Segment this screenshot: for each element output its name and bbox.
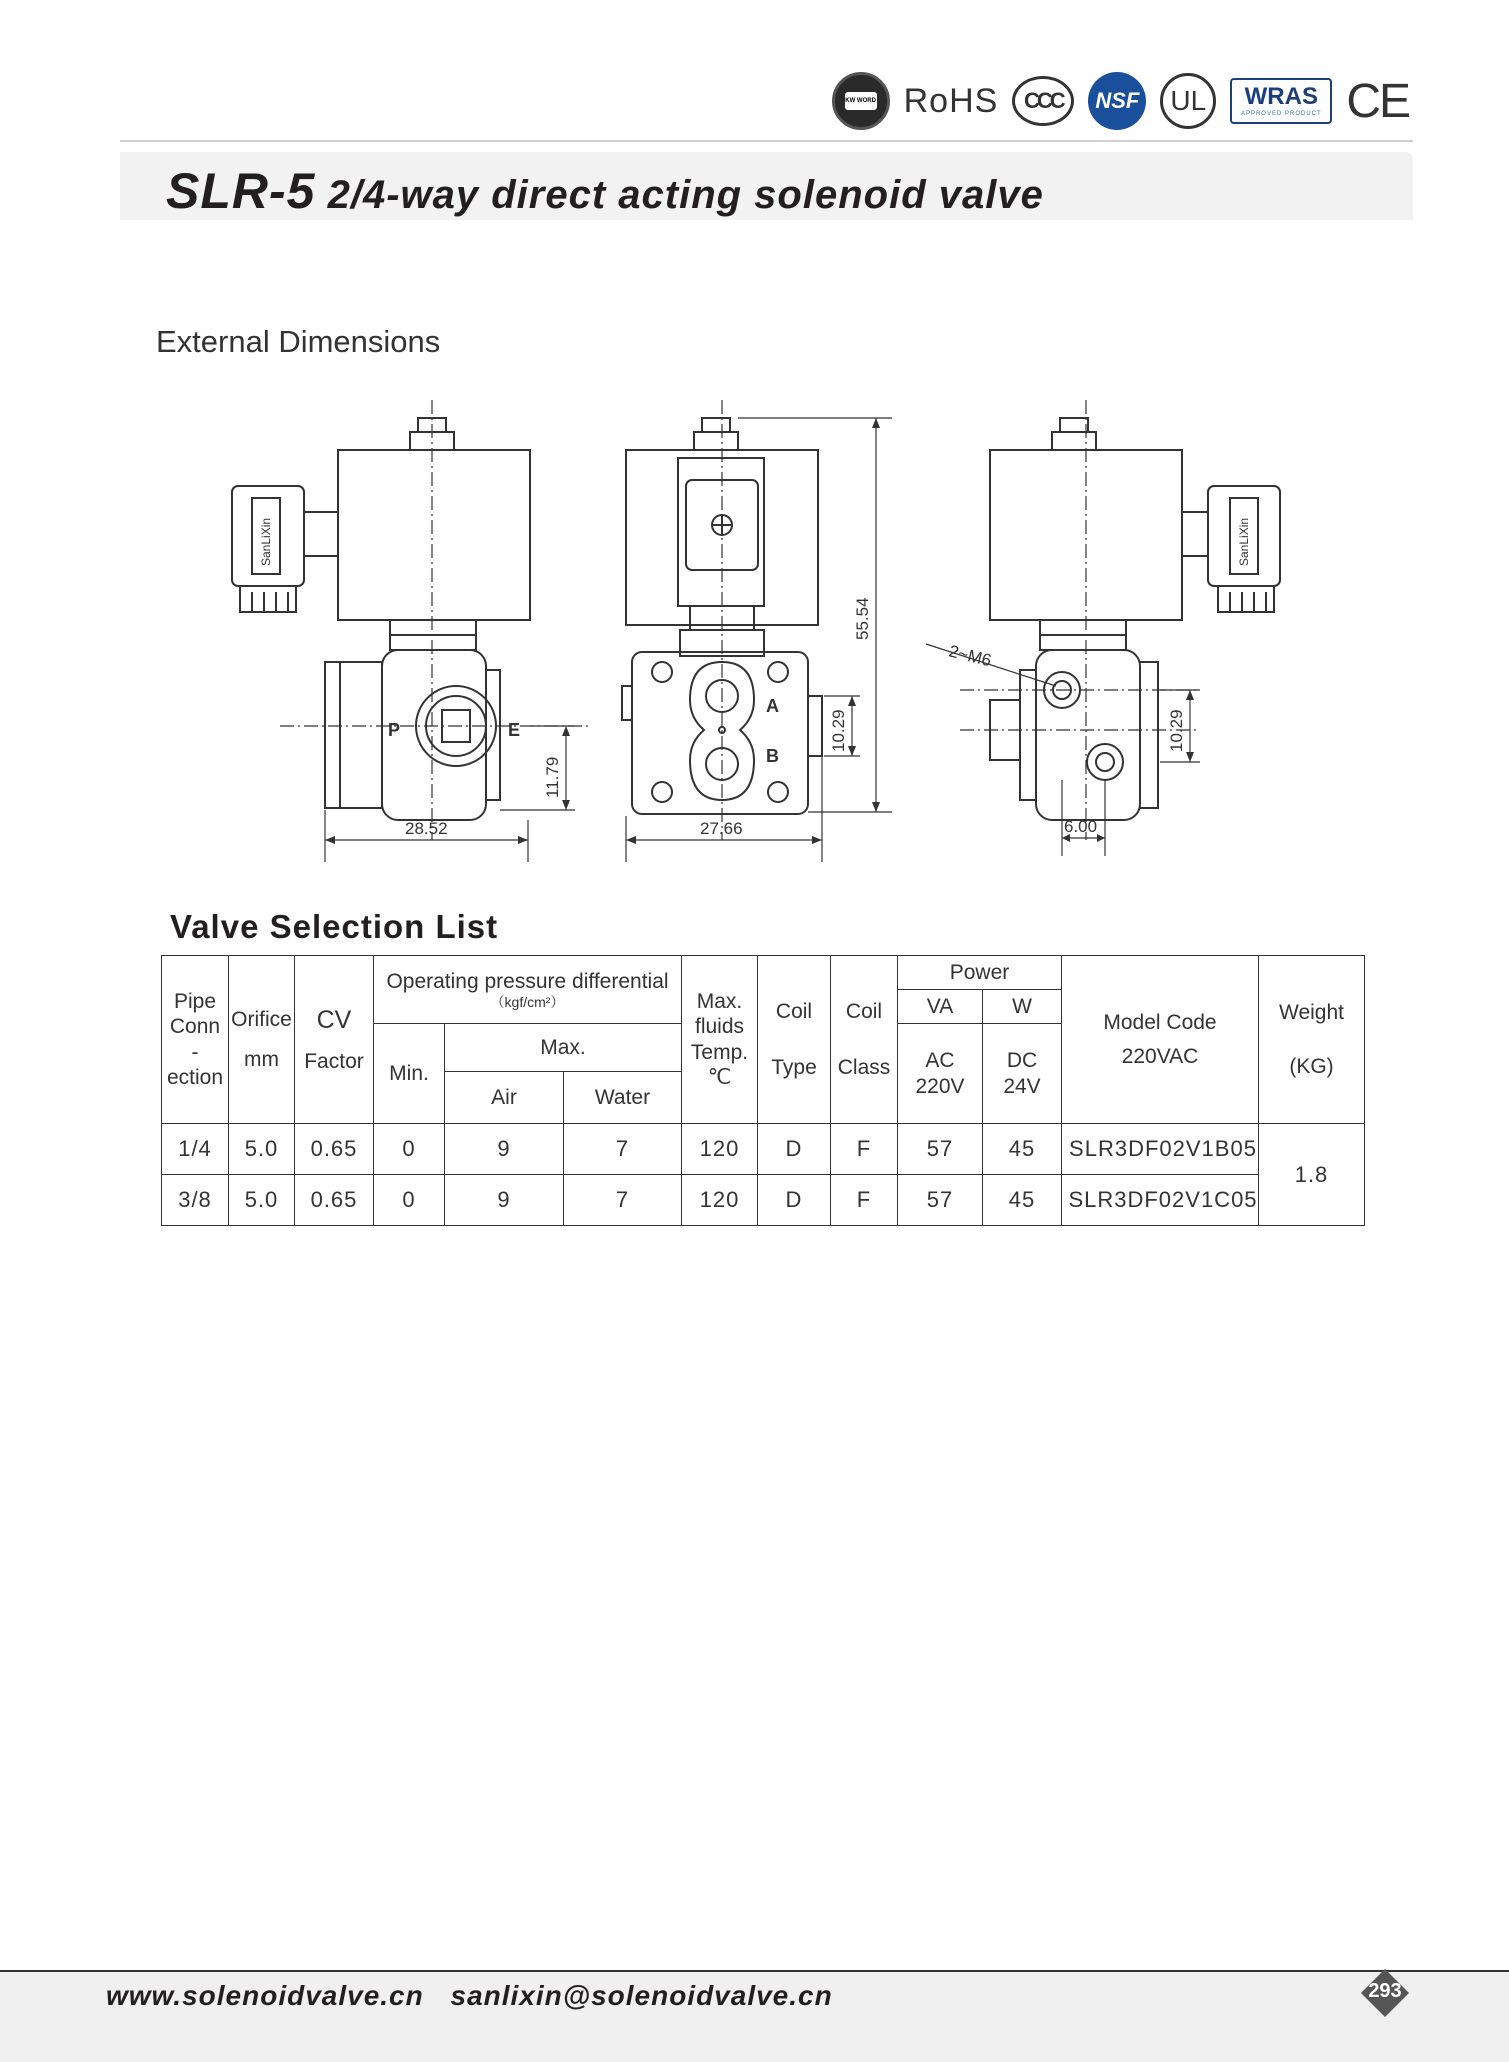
connector-brand-left: SanLiXin [259, 517, 273, 566]
dim-height-total: 55.54 [853, 597, 872, 640]
cell-air: 9 [445, 1124, 564, 1175]
email-link[interactable]: sanlixin@solenoidvalve.cn [450, 1980, 833, 2011]
cell-orifice: 5.0 [229, 1175, 295, 1226]
cell-cv: 0.65 [295, 1175, 374, 1226]
front-view-middle [622, 400, 892, 862]
cell-coil-type: D [758, 1175, 831, 1226]
cell-min: 0 [374, 1175, 445, 1226]
ccc-logo: CCC [1012, 76, 1074, 126]
table-row [162, 1124, 1365, 1175]
header-max: Max. [445, 1024, 682, 1072]
cell-coil-class: F [831, 1175, 898, 1226]
cell-temp: 120 [682, 1175, 758, 1226]
page-number: 293 [1360, 1968, 1410, 2018]
header-power: Power [898, 956, 1062, 990]
cell-orifice: 5.0 [229, 1124, 295, 1175]
dim-width-mid: 27.66 [700, 819, 743, 838]
footer-contact [106, 1980, 833, 2012]
cell-model-code: SLR3DF02V1B05 [1062, 1124, 1259, 1175]
cell-coil-class: F [831, 1124, 898, 1175]
nsf-logo: NSF [1088, 72, 1146, 130]
header-model-code: Model Code 220VAC [1062, 956, 1259, 1124]
header-dc-24v: DC 24V [983, 1024, 1062, 1124]
cell-cv: 0.65 [295, 1124, 374, 1175]
model-name: SLR-5 [166, 163, 316, 219]
cell-w: 45 [983, 1124, 1062, 1175]
cell-w: 45 [983, 1175, 1062, 1226]
port-label-p: P [388, 720, 401, 740]
port-label-a: A [766, 696, 779, 716]
dim-width-left: 28.52 [405, 819, 448, 838]
header-coil-class: Coil Class [831, 956, 898, 1124]
page-title [166, 162, 1044, 220]
port-label-e: E [508, 720, 521, 740]
dim-width-right: 6.00 [1064, 817, 1098, 836]
header-rule [120, 140, 1413, 142]
ce-logo: CE [1346, 74, 1409, 128]
header-cv-factor: CV Factor [295, 956, 374, 1124]
dim-height-right: 10.29 [1167, 709, 1186, 752]
ul-logo: UL [1160, 73, 1216, 129]
header-orifice: Orifice mm [229, 956, 295, 1124]
product-title: 2/4-way direct acting solenoid valve [327, 173, 1044, 217]
cell-air: 9 [445, 1175, 564, 1226]
header-min: Min. [374, 1024, 445, 1124]
cell-weight: 1.8 [1259, 1124, 1365, 1226]
header-va: VA [898, 990, 983, 1024]
header-weight: Weight (KG) [1259, 956, 1365, 1124]
table-row [162, 1175, 1365, 1226]
cell-coil-type: D [758, 1124, 831, 1175]
valve-selection-heading: Valve Selection List [170, 908, 499, 945]
side-view-right [926, 400, 1280, 856]
dim-thread: 2~M6 [947, 641, 994, 671]
cell-temp: 120 [682, 1124, 758, 1175]
dimension-drawing [200, 400, 1340, 880]
kw-cert-logo: KW WORD [832, 72, 890, 130]
port-label-b: B [766, 746, 779, 766]
cell-va: 57 [898, 1175, 983, 1226]
header-pipe-connection: Pipe Conn -ection [162, 956, 229, 1124]
header-coil-type: Coil Type [758, 956, 831, 1124]
wras-logo: WRAS APPROVED PRODUCT [1230, 78, 1332, 124]
header-max-fluid-temp: Max. fluids Temp. ℃ [682, 956, 758, 1124]
external-dimensions-heading: External Dimensions [156, 324, 441, 359]
side-view-left [232, 400, 590, 862]
cell-water: 7 [564, 1175, 682, 1226]
cell-min: 0 [374, 1124, 445, 1175]
cell-model-code: SLR3DF02V1C05 [1062, 1175, 1259, 1226]
header-water: Water [564, 1072, 682, 1124]
header-ac-220v: AC 220V [898, 1024, 983, 1124]
cell-va: 57 [898, 1124, 983, 1175]
connector-brand-right: SanLiXin [1237, 517, 1251, 566]
website-link[interactable]: www.solenoidvalve.cn [106, 1980, 424, 2011]
valve-selection-table [161, 955, 1365, 1226]
header-operating-pressure: Operating pressure differential （kgf/cm²） [374, 956, 682, 1024]
certification-logos [832, 70, 1409, 132]
cell-pipe: 3/8 [162, 1175, 229, 1226]
header-air: Air [445, 1072, 564, 1124]
cell-pipe: 1/4 [162, 1124, 229, 1175]
header-w: W [983, 990, 1062, 1024]
rohs-logo: RoHS [903, 81, 999, 120]
dim-height-left: 11.79 [543, 756, 562, 798]
dim-height-mid: 10.29 [829, 709, 848, 752]
cell-water: 7 [564, 1124, 682, 1175]
